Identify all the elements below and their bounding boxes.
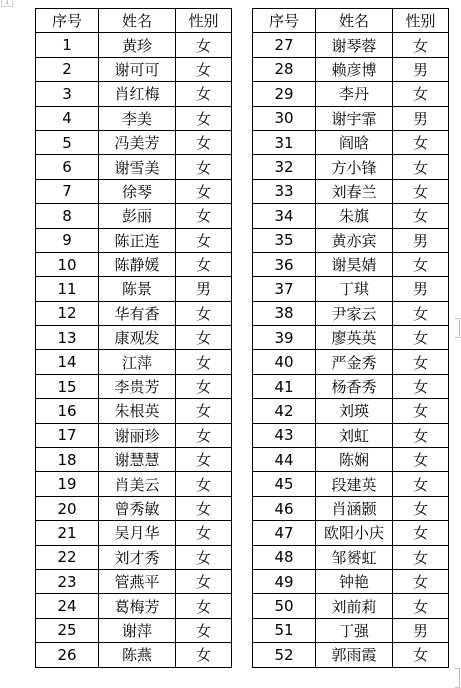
table-row (253, 204, 449, 228)
cell-gender: 女 (393, 179, 449, 203)
table-row (253, 277, 449, 301)
cell-name: 谢昊婧 (316, 252, 393, 276)
cell-gender: 女 (176, 252, 232, 276)
cell-gender: 女 (176, 545, 232, 569)
cell-number: 11 (36, 277, 99, 301)
cell-gender: 女 (393, 448, 449, 472)
cell-number: 14 (36, 350, 99, 374)
cell-gender: 女 (176, 82, 232, 106)
cell-name: 陈静媛 (99, 252, 176, 276)
cell-gender: 女 (176, 179, 232, 203)
cell-gender: 女 (176, 643, 232, 667)
cell-number: 21 (36, 521, 99, 545)
table-body-left (36, 33, 232, 667)
cell-name: 刘春兰 (316, 179, 393, 203)
table-row (253, 130, 449, 154)
cell-name: 谢丽珍 (99, 423, 176, 447)
header-name: 姓名 (99, 9, 176, 33)
cell-number: 7 (36, 179, 99, 203)
paragraph-anchor-icon: ↓ (1, 0, 13, 7)
cell-name: 刘前莉 (316, 594, 393, 618)
cell-gender: 女 (176, 594, 232, 618)
table-row (253, 326, 449, 350)
cell-name: 刘虹 (316, 423, 393, 447)
table-row (253, 57, 449, 81)
cell-number: 28 (253, 57, 316, 81)
cell-number: 40 (253, 350, 316, 374)
table-row (253, 33, 449, 57)
table-row (36, 33, 232, 57)
cell-name: 谢可可 (99, 57, 176, 81)
cell-name: 李贵芳 (99, 374, 176, 398)
cell-gender: 女 (176, 569, 232, 593)
text-boundary-mark (455, 668, 460, 688)
cell-gender: 女 (176, 301, 232, 325)
cell-gender: 女 (176, 472, 232, 496)
cell-name: 谢雪美 (99, 155, 176, 179)
table-row (253, 228, 449, 252)
header-gender: 性别 (176, 9, 232, 33)
table-row (36, 448, 232, 472)
cell-name: 段建英 (316, 472, 393, 496)
table-row (36, 618, 232, 642)
cell-name: 杨香秀 (316, 374, 393, 398)
cell-gender: 女 (393, 545, 449, 569)
cell-gender: 女 (393, 399, 449, 423)
cell-number: 4 (36, 106, 99, 130)
cell-number: 51 (253, 618, 316, 642)
table-row (253, 496, 449, 520)
cell-number: 2 (36, 57, 99, 81)
cell-name: 陈景 (99, 277, 176, 301)
cell-name: 钟艳 (316, 569, 393, 593)
header-gender: 性别 (393, 9, 449, 33)
cell-gender: 女 (176, 204, 232, 228)
cell-number: 18 (36, 448, 99, 472)
cell-gender: 女 (176, 521, 232, 545)
table-row (36, 252, 232, 276)
cell-name: 黄珍 (99, 33, 176, 57)
header-name: 姓名 (316, 9, 393, 33)
cell-gender: 女 (176, 423, 232, 447)
cell-number: 19 (36, 472, 99, 496)
cell-gender: 女 (176, 350, 232, 374)
table-row (36, 374, 232, 398)
cell-gender: 女 (393, 155, 449, 179)
cell-gender: 男 (393, 618, 449, 642)
cell-name: 赖彦博 (316, 57, 393, 81)
cell-number: 49 (253, 569, 316, 593)
cell-name: 陈燕 (99, 643, 176, 667)
cell-name: 江萍 (99, 350, 176, 374)
cell-number: 22 (36, 545, 99, 569)
cell-name: 陈娴 (316, 448, 393, 472)
header-number: 序号 (253, 9, 316, 33)
cell-name: 华有香 (99, 301, 176, 325)
table-row (253, 618, 449, 642)
table-row (36, 326, 232, 350)
cell-number: 10 (36, 252, 99, 276)
cell-name: 吴月华 (99, 521, 176, 545)
table-row (253, 399, 449, 423)
cell-name: 肖红梅 (99, 82, 176, 106)
cell-gender: 女 (176, 155, 232, 179)
table-row (253, 545, 449, 569)
cell-number: 1 (36, 33, 99, 57)
table-row (253, 106, 449, 130)
cell-gender: 女 (393, 82, 449, 106)
table-row (36, 130, 232, 154)
cell-name: 陈正连 (99, 228, 176, 252)
cell-number: 30 (253, 106, 316, 130)
cell-name: 徐琴 (99, 179, 176, 203)
cell-gender: 女 (176, 448, 232, 472)
table-header-row (36, 9, 232, 33)
cell-gender: 男 (393, 57, 449, 81)
cell-number: 13 (36, 326, 99, 350)
cell-number: 48 (253, 545, 316, 569)
cell-number: 5 (36, 130, 99, 154)
cell-gender: 女 (393, 374, 449, 398)
cell-number: 16 (36, 399, 99, 423)
cell-number: 35 (253, 228, 316, 252)
cell-name: 邹赟虹 (316, 545, 393, 569)
cell-gender: 女 (393, 569, 449, 593)
table-header-row (253, 9, 449, 33)
table-row (36, 228, 232, 252)
cell-gender: 男 (393, 106, 449, 130)
cell-gender: 女 (393, 594, 449, 618)
cell-name: 廖英英 (316, 326, 393, 350)
cell-number: 27 (253, 33, 316, 57)
cell-number: 41 (253, 374, 316, 398)
cell-name: 谢慧慧 (99, 448, 176, 472)
cell-name: 尹家云 (316, 301, 393, 325)
cell-number: 47 (253, 521, 316, 545)
cell-number: 8 (36, 204, 99, 228)
table-row (36, 569, 232, 593)
cell-gender: 女 (393, 521, 449, 545)
cell-name: 刘才秀 (99, 545, 176, 569)
cell-name: 丁琪 (316, 277, 393, 301)
cell-name: 康观发 (99, 326, 176, 350)
cell-name: 丁强 (316, 618, 393, 642)
cell-number: 46 (253, 496, 316, 520)
table-row (36, 643, 232, 667)
cell-gender: 男 (393, 228, 449, 252)
table-row (36, 350, 232, 374)
cell-name: 刘瑛 (316, 399, 393, 423)
cell-number: 25 (36, 618, 99, 642)
cell-gender: 女 (176, 106, 232, 130)
cell-gender: 女 (176, 130, 232, 154)
cell-number: 26 (36, 643, 99, 667)
table-row (253, 643, 449, 667)
cell-number: 3 (36, 82, 99, 106)
cell-number: 52 (253, 643, 316, 667)
cell-name: 郭雨霞 (316, 643, 393, 667)
student-table-left (35, 8, 232, 668)
cell-number: 31 (253, 130, 316, 154)
table-row (36, 301, 232, 325)
cell-name: 朱根英 (99, 399, 176, 423)
cell-name: 李美 (99, 106, 176, 130)
cell-gender: 女 (176, 618, 232, 642)
table-row (36, 496, 232, 520)
cell-name: 肖涵颢 (316, 496, 393, 520)
table-row (253, 82, 449, 106)
table-row (253, 423, 449, 447)
table-row (36, 82, 232, 106)
cell-gender: 女 (393, 301, 449, 325)
table-row (253, 179, 449, 203)
table-row (36, 545, 232, 569)
cell-number: 32 (253, 155, 316, 179)
cell-name: 彭丽 (99, 204, 176, 228)
cell-name: 李丹 (316, 82, 393, 106)
table-row (253, 350, 449, 374)
cell-name: 阎晗 (316, 130, 393, 154)
cell-gender: 女 (176, 33, 232, 57)
table-row (253, 448, 449, 472)
table-row (36, 594, 232, 618)
cell-name: 谢琴蓉 (316, 33, 393, 57)
cell-number: 38 (253, 301, 316, 325)
table-row (253, 594, 449, 618)
student-table-right (252, 8, 449, 668)
cell-number: 20 (36, 496, 99, 520)
table-row (253, 521, 449, 545)
cell-number: 39 (253, 326, 316, 350)
cell-number: 29 (253, 82, 316, 106)
table-row (36, 155, 232, 179)
table-row (36, 399, 232, 423)
table-row (253, 472, 449, 496)
cell-gender: 女 (176, 57, 232, 81)
cell-name: 黄亦宾 (316, 228, 393, 252)
cell-gender: 女 (176, 228, 232, 252)
table-row (36, 179, 232, 203)
cell-number: 15 (36, 374, 99, 398)
cell-number: 42 (253, 399, 316, 423)
cell-gender: 女 (393, 130, 449, 154)
cell-number: 9 (36, 228, 99, 252)
cell-number: 44 (253, 448, 316, 472)
cell-number: 36 (253, 252, 316, 276)
table-row (253, 569, 449, 593)
cell-name: 肖美云 (99, 472, 176, 496)
text-boundary-mark (455, 318, 460, 338)
cell-number: 50 (253, 594, 316, 618)
cell-gender: 女 (393, 423, 449, 447)
cell-name: 欧阳小庆 (316, 521, 393, 545)
cell-name: 冯美芳 (99, 130, 176, 154)
table-row (36, 204, 232, 228)
cell-gender: 女 (176, 374, 232, 398)
table-row (36, 521, 232, 545)
table-row (36, 472, 232, 496)
cell-gender: 女 (393, 33, 449, 57)
cell-gender: 女 (393, 643, 449, 667)
cell-name: 朱旗 (316, 204, 393, 228)
table-row (36, 57, 232, 81)
cell-number: 6 (36, 155, 99, 179)
cell-name: 谢宇霏 (316, 106, 393, 130)
header-number: 序号 (36, 9, 99, 33)
cell-name: 谢萍 (99, 618, 176, 642)
cell-gender: 女 (393, 204, 449, 228)
cell-name: 管燕平 (99, 569, 176, 593)
cell-number: 23 (36, 569, 99, 593)
cell-gender: 女 (393, 350, 449, 374)
cell-gender: 女 (393, 326, 449, 350)
cell-gender: 女 (393, 472, 449, 496)
table-row (253, 155, 449, 179)
table-row (36, 423, 232, 447)
cell-number: 12 (36, 301, 99, 325)
cell-gender: 男 (176, 277, 232, 301)
cell-number: 43 (253, 423, 316, 447)
cell-name: 严金秀 (316, 350, 393, 374)
table-body-right (253, 33, 449, 667)
cell-gender: 男 (393, 277, 449, 301)
table-row (253, 301, 449, 325)
cell-gender: 女 (393, 252, 449, 276)
cell-name: 曾秀敏 (99, 496, 176, 520)
cell-number: 33 (253, 179, 316, 203)
cell-number: 37 (253, 277, 316, 301)
table-row (36, 106, 232, 130)
table-row (253, 374, 449, 398)
cell-gender: 女 (393, 496, 449, 520)
cell-number: 45 (253, 472, 316, 496)
cell-gender: 女 (176, 399, 232, 423)
cell-number: 34 (253, 204, 316, 228)
cell-name: 葛梅芳 (99, 594, 176, 618)
cell-gender: 女 (176, 326, 232, 350)
table-row (253, 252, 449, 276)
cell-name: 方小锋 (316, 155, 393, 179)
cell-gender: 女 (176, 496, 232, 520)
table-row (36, 277, 232, 301)
cell-number: 24 (36, 594, 99, 618)
cell-number: 17 (36, 423, 99, 447)
